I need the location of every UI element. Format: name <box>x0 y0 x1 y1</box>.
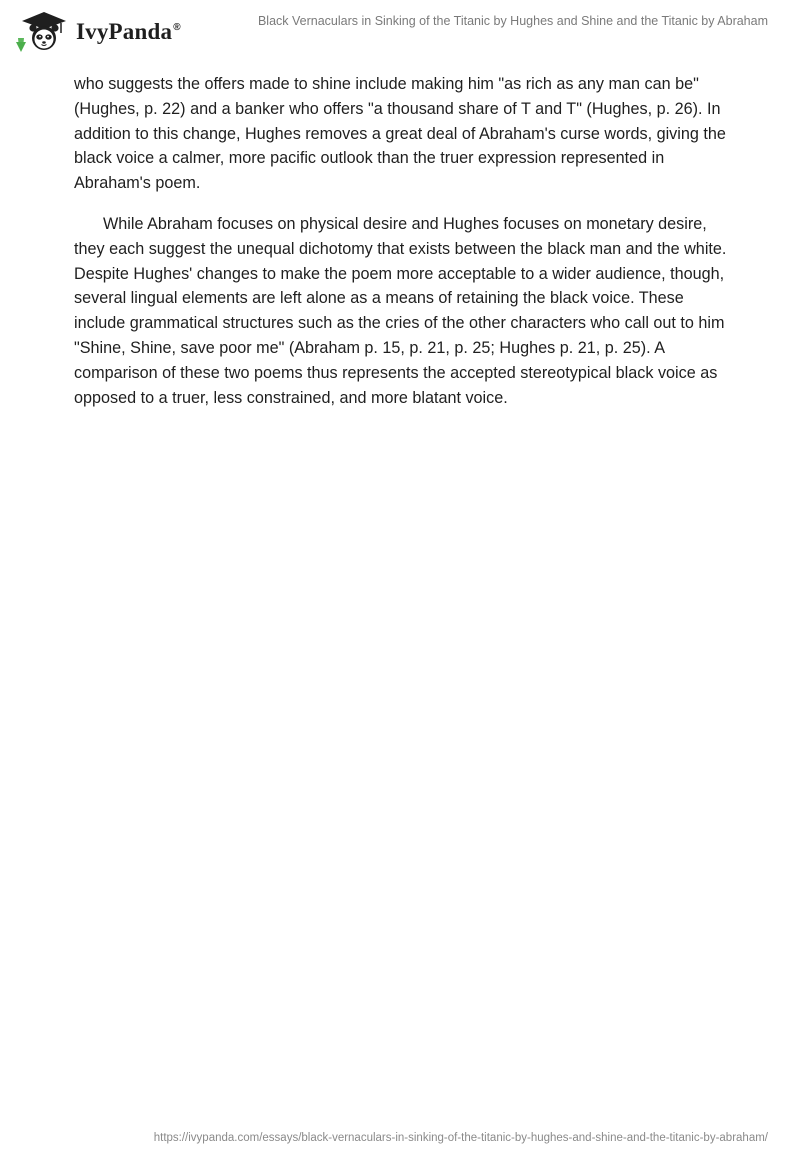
registered-mark: ® <box>173 22 181 34</box>
essay-body <box>74 72 734 426</box>
page-header <box>0 0 800 60</box>
paragraph: While Abraham focuses on physical desire and Hughes focuses on monetary desire, they each suggest the unequal dichotomy that exists between the black man and the white. Despite Hughes' changes to make the poem more acceptable to a wider audience, though, several lingual elements are left alone as a means of retaining the black voice. These include grammatical structures such as the cries of the other characters who call out to him "Shine, Shine, save poor me" (Abraham p. 15, p. 21, p. 25; Hughes p. 21, p. 25). A comparison of these two poems thus represents the accepted stereotypical black voice as opposed to a truer, less constrained, and more blatant voice. <box>74 214 727 407</box>
panda-graduation-cap-icon <box>14 8 70 54</box>
logo-wordmark: IvyPanda® <box>76 19 181 44</box>
ivypanda-logo[interactable] <box>14 8 181 54</box>
document-title: Black Vernaculars in Sinking of the Titanic by Hughes and Shine and the Titanic by Abraham <box>257 14 768 28</box>
source-url[interactable]: https://ivypanda.com/essays/black-vernaculars-in-sinking-of-the-titanic-by-hughes-and-shine-and-the-titanic-by-abraham/ <box>153 1132 768 1144</box>
paragraph-continuation: who suggests the offers made to shine include making him "as rich as any man can be" (Hughes, p. 22) and a banker who offers "a thousand share of T and T" (Hughes, p. 26). In addition to this change, Hughes removes a great deal of Abraham's curse words, giving the black voice a calmer, more pacific outlook than the truer expression represented in Abraham's poem. <box>74 75 726 193</box>
